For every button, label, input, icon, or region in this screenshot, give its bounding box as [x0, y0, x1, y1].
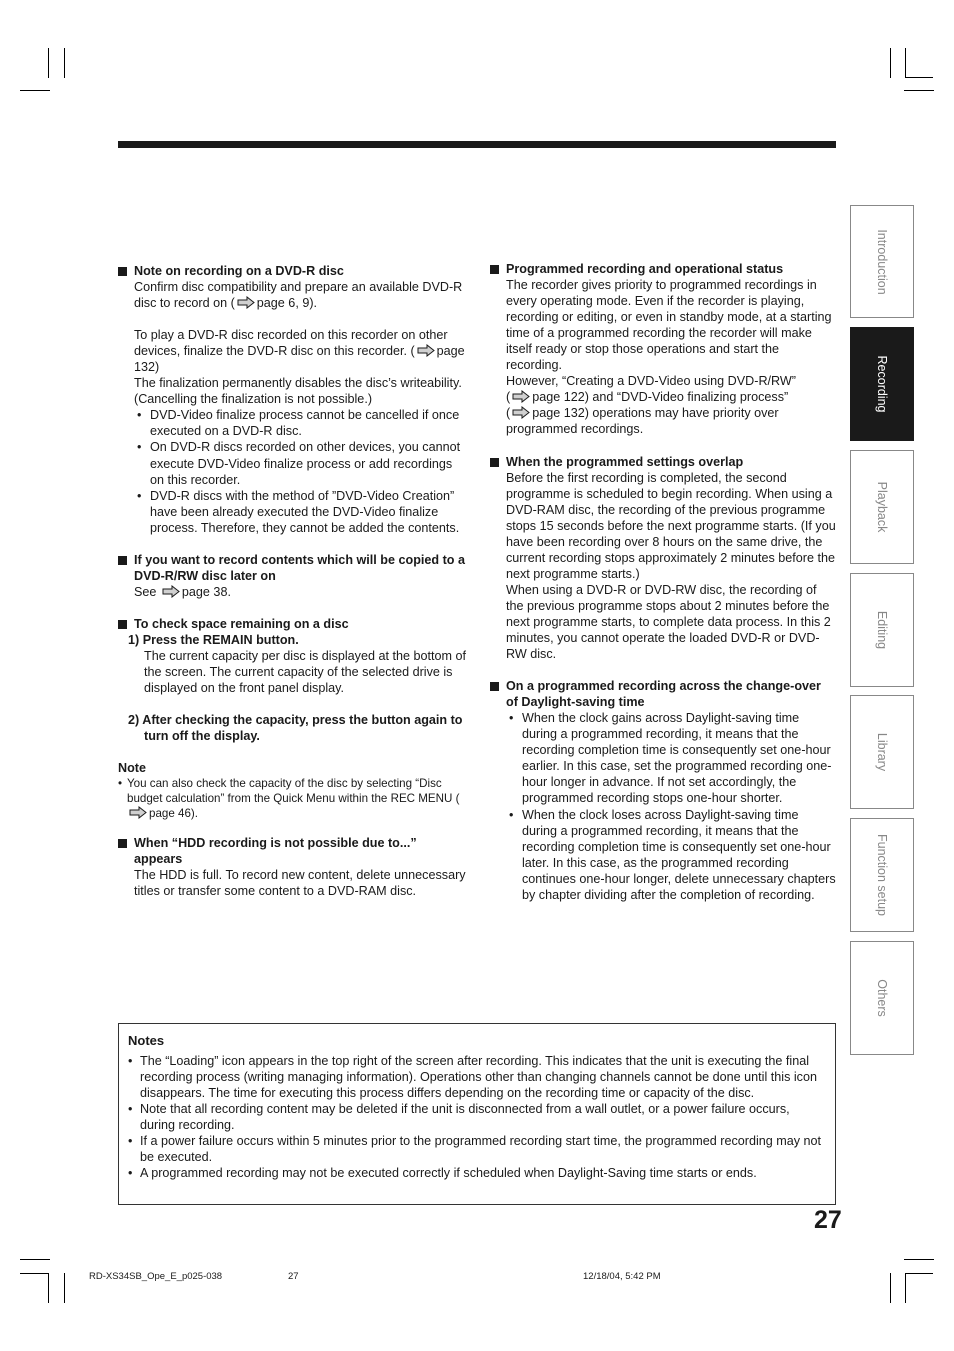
crop-mark [890, 1273, 891, 1303]
left-column [118, 263, 468, 899]
tab-others[interactable] [850, 941, 914, 1055]
paragraph: However, “Creating a DVD-Video using DVD-R/RW” ( page 122) and “DVD-Video finalizing process” ( page 132) operations may have priority over programmed recordings. [506, 374, 796, 437]
square-bullet-icon [118, 556, 127, 565]
list-item: • On DVD-R discs recorded on other devices, you cannot execute DVD-Video finalize process or add recordings on this recorder. [134, 439, 468, 487]
step-text: The current capacity per disc is displayed at the bottom of the screen. The current capacity of the selected drive is displayed on the front panel display. [144, 648, 467, 696]
crop-mark [48, 48, 49, 78]
footer-date: 12/18/04, 5:42 PM [583, 1271, 661, 1282]
paragraph: Confirm disc compatibility and prepare an available DVD-R disc to record on ( page 6, 9). [134, 280, 463, 311]
footer-page: 27 [288, 1271, 299, 1282]
tab-label: Function setup [875, 834, 889, 916]
paragraph: To play a DVD-R disc recorded on this recorder on other devices, finalize the DVD-R disc on this recorder. ( page 132) [134, 328, 465, 375]
notes-title: Notes [128, 1033, 165, 1048]
crop-mark [20, 90, 50, 91]
paragraph: When using a DVD-R or DVD-RW disc, the recording of the previous programme stops about 2 minutes before the next programme starts, to complete data process. In this 2 minutes, you cannot operate the loaded DVD-R or DVD-RW disc. [506, 582, 831, 662]
list-item: • DVD-Video finalize process cannot be cancelled if once executed on a DVD-R disc. [134, 407, 468, 439]
section-title: If you want to record contents which will be copied to a DVD-R/RW disc later on [134, 552, 465, 583]
tab-recording[interactable] [850, 327, 914, 441]
crop-mark [905, 1273, 933, 1274]
section-title: On a programmed recording across the change-over of Daylight-saving time [506, 679, 821, 710]
list-item: • A programmed recording may not be executed correctly if scheduled when Daylight-Saving time starts or ends. [128, 1165, 825, 1181]
square-bullet-icon [118, 267, 127, 276]
arrow-right-icon [237, 296, 255, 309]
footer-file: RD-XS34SB_Ope_E_p025-038 [89, 1271, 223, 1282]
note-box [118, 760, 468, 821]
list-item: • If a power failure occurs within 5 minutes prior to the programmed recording start time, the programmed recording may not be executed. [128, 1133, 825, 1165]
tab-label: Introduction [875, 228, 889, 295]
list-item: • The “Loading” icon appears in the top right of the screen after recording. This indicates that the unit is executing the final recording process (writing managing information). Operations other than changing channels cannot be done until this icon disappears. The time for executing this process differs depending on the recording time or capacity of the disc. [128, 1053, 825, 1101]
tab-label: Editing [875, 610, 889, 650]
tab-label: Recording [875, 355, 889, 413]
tab-function-setup[interactable] [850, 818, 914, 932]
square-bullet-icon [490, 682, 499, 691]
bullet-list [506, 710, 836, 903]
crop-mark [905, 1273, 906, 1303]
step-1 [118, 632, 468, 696]
section-daylight-saving [490, 678, 836, 903]
arrow-right-icon [512, 390, 530, 403]
crop-mark [904, 90, 934, 91]
paragraph: See page 38. [134, 584, 231, 599]
section-programmed-status [490, 261, 836, 438]
section-copy-dvdr [118, 552, 468, 600]
paragraph: The HDD is full. To record new content, delete unnecessary titles or transfer some content to a DVD-RAM disc. [134, 868, 466, 899]
tab-label: Playback [875, 481, 889, 533]
section-title: To check space remaining on a disc [134, 616, 349, 631]
tab-introduction[interactable] [850, 205, 914, 318]
crop-mark [20, 1259, 50, 1260]
crop-mark [905, 77, 933, 78]
arrow-right-icon [129, 806, 147, 819]
paragraph: The recorder gives priority to programmed recordings in every operating mode. Even if the recorder is playing, recording or editing, or even in standby mode, at a starting time of a programmed recording the recorder will make itself ready or stop those operations and start the recording. [506, 278, 832, 373]
step-title: 2) After checking the capacity, press the button again to turn off the display. [128, 713, 463, 744]
section-title: Note on recording on a DVD-R disc [134, 264, 344, 278]
square-bullet-icon [118, 620, 127, 629]
tab-editing[interactable] [850, 573, 914, 687]
crop-mark [48, 1273, 49, 1303]
section-title: When “HDD recording is not possible due to...” appears [134, 836, 417, 867]
header-rule [118, 141, 836, 148]
crop-mark [64, 1273, 65, 1303]
tab-label: Others [875, 979, 889, 1017]
crop-mark [890, 48, 891, 78]
list-item: • DVD-R discs with the method of ”DVD-Video Creation” have been already executed the DVD-Video finalize process. Therefore, they cannot be added the contents. [134, 488, 468, 536]
right-column [490, 261, 836, 903]
section-dvdr-note [118, 263, 468, 536]
section-title: When the programmed settings overlap [506, 454, 744, 469]
crop-mark [20, 1273, 48, 1274]
crop-mark [64, 48, 65, 78]
page-number: 27 [814, 1206, 842, 1234]
section-overlap [490, 454, 836, 663]
step-title: 1) Press the REMAIN button. [128, 632, 299, 647]
square-bullet-icon [118, 839, 127, 848]
list-item: • When the clock loses across Daylight-saving time during a programmed recording, it means that the recording completion time is consequently set one-hour later. In this case, as the programmed recording continues one-hour longer, delete unnecessary chapters by chapter dividing after the completion of recording. [506, 807, 836, 903]
section-title: Programmed recording and operational status [506, 262, 784, 276]
crop-mark [904, 1259, 934, 1260]
paragraph: Before the first recording is completed, the second programme is scheduled to begin recording. When using a DVD-RAM disc, the recording of the previous programme stops 15 seconds before the next programme starts. (If you have been recording over 8 hours on the same drive, the current recording stops approximately 2 minutes before the next programme starts.) [506, 470, 836, 581]
arrow-right-icon [417, 344, 435, 357]
list-item: • When the clock gains across Daylight-saving time during a programmed recording, it means that the recording completion time is consequently set one-hour earlier. In this case, set the programmed recording one-hour longer in advance. If not set accordingly, the programmed recording stops one-hour shorter. [506, 710, 836, 806]
tab-library[interactable] [850, 695, 914, 809]
bullet-list [134, 407, 468, 535]
step-2 [118, 712, 468, 744]
list-item: • You can also check the capacity of the disc by selecting “Disc budget calculation” from the Quick Menu within the REC MENU (page 46). [118, 776, 468, 821]
tab-playback[interactable] [850, 450, 914, 564]
note-list [118, 776, 468, 821]
square-bullet-icon [490, 458, 499, 467]
tab-label: Library [875, 732, 889, 772]
list-item: • Note that all recording content may be deleted if the unit is disconnected from a wall outlet, or a power failure occurs, during recording. [128, 1101, 825, 1133]
paragraph: The finalization permanently disables the disc’s writeability. (Cancelling the finalization is not possible.) [134, 376, 462, 407]
notes-box [118, 1023, 836, 1205]
crop-mark [905, 48, 906, 78]
arrow-right-icon [162, 585, 180, 598]
section-hdd-full [118, 835, 468, 899]
square-bullet-icon [490, 265, 499, 274]
notes-list [128, 1053, 825, 1181]
section-check-space [118, 616, 468, 632]
note-title: Note [118, 761, 146, 776]
arrow-right-icon [512, 406, 530, 419]
